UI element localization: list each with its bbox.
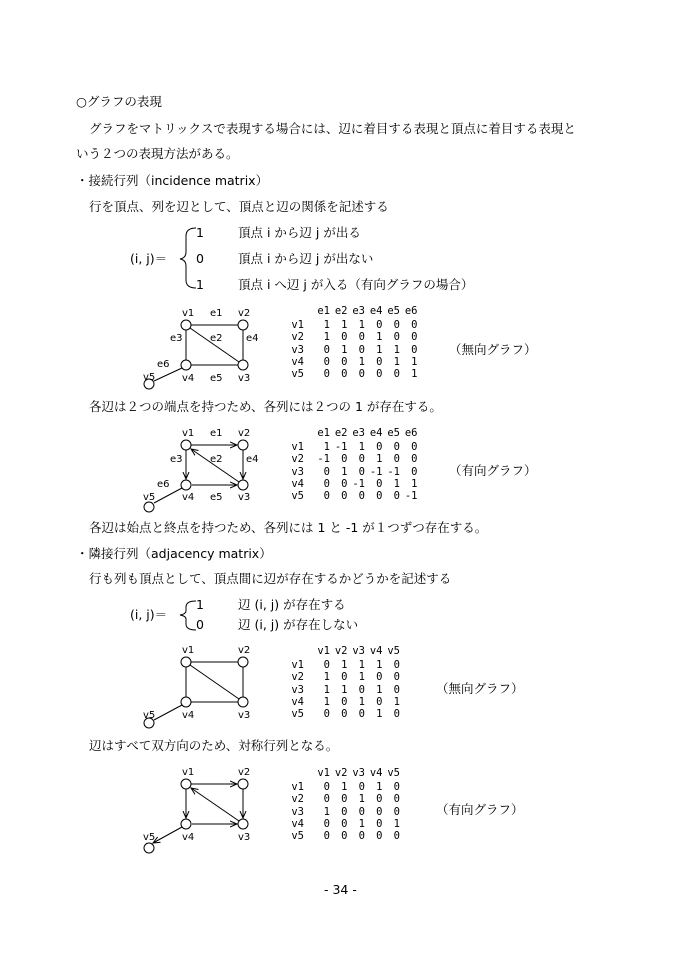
- g1-label-e5: e5: [210, 373, 223, 384]
- matrix-row-header: v4: [291, 817, 304, 830]
- matrix-cell: 0: [358, 708, 365, 720]
- matrix-cell: 0: [393, 490, 400, 502]
- incidence-case-2-text: 頂点 i から辺 j が出ない: [238, 251, 374, 266]
- graph-adjacency-directed: [144, 779, 251, 853]
- incidence-case-1-val: 1: [196, 225, 204, 240]
- g1-label-e3: e3: [170, 333, 183, 344]
- adjacency-case-1-text: 辺 (i, j) が存在する: [238, 597, 346, 612]
- matrix-cell: 1: [393, 343, 400, 356]
- matrix-row-header: v3: [291, 465, 304, 478]
- matrix-cell: 0: [358, 805, 365, 818]
- g4-label-v3: v3: [238, 832, 251, 843]
- matrix-col-header: e4: [369, 427, 383, 439]
- matrix-cell: 0: [323, 368, 330, 380]
- graph-adjacency-undirected: [144, 657, 251, 728]
- matrix-cell: 0: [341, 793, 348, 806]
- matrix-cell: 0: [358, 453, 365, 466]
- matrix-col-header: v5: [387, 645, 400, 657]
- node-v2: [238, 440, 248, 450]
- adjacency-title: ・隣接行列（adjacency matrix）: [76, 546, 272, 561]
- matrix-cell: 0: [323, 659, 330, 672]
- g2-label-v4: v4: [182, 492, 195, 503]
- matrix-col-header: e6: [404, 427, 418, 439]
- g1-label-v2: v2: [238, 308, 251, 319]
- matrix-cell: 1: [393, 355, 400, 368]
- incidence-case-2-val: 0: [196, 251, 204, 266]
- matrix-cell: 1: [341, 319, 348, 332]
- matrix-row-header: v1: [291, 441, 304, 454]
- matrix-row-header: v1: [291, 319, 304, 332]
- matrix-row-header: v4: [291, 477, 304, 490]
- g1-label-v4: v4: [182, 373, 195, 384]
- g2-label-e3: e3: [170, 454, 183, 465]
- matrix-cell: -1: [387, 465, 400, 478]
- g2-label-v1: v1: [182, 428, 195, 439]
- matrix-col-header: v5: [387, 767, 400, 779]
- matrix-cell: 0: [376, 830, 383, 842]
- matrix-cell: 0: [341, 695, 348, 708]
- matrix-cell: 0: [323, 465, 330, 478]
- matrix-cell: 0: [341, 331, 348, 344]
- matrix-cell: 0: [341, 490, 348, 502]
- matrix-cell: 0: [393, 453, 400, 466]
- adjacency-note: 辺はすべて双方向のため、対称行列となる。: [89, 738, 339, 753]
- incidence-title: ・接続行列（incidence matrix）: [76, 173, 269, 188]
- node-v3: [238, 697, 248, 707]
- g3-label-v4: v4: [182, 710, 195, 721]
- matrix-cell: 1: [341, 343, 348, 356]
- matrix-cell: 1: [323, 441, 330, 454]
- matrix-cell: 1: [358, 319, 365, 332]
- matrix-row-header: v5: [291, 490, 304, 502]
- matrix-cell: 0: [376, 441, 383, 454]
- incidence-directed-tag: （有向グラフ）: [449, 463, 537, 478]
- g2-label-v2: v2: [238, 428, 251, 439]
- matrix-cell: 0: [393, 708, 400, 720]
- matrix-col-header: v4: [369, 645, 383, 657]
- matrix-col-header: e5: [387, 427, 400, 439]
- g2-label-e6: e6: [157, 479, 170, 490]
- matrix-cell: 1: [376, 331, 383, 344]
- g1-label-e1: e1: [210, 308, 223, 319]
- matrix-cell: 1: [376, 708, 383, 720]
- matrix-col-header: v1: [317, 767, 330, 779]
- matrix-cell: 0: [393, 671, 400, 684]
- matrix-col-header: v2: [334, 767, 348, 779]
- matrix-row-header: v5: [291, 708, 304, 720]
- graph-incidence-directed: [144, 440, 251, 512]
- matrix-col-header: e2: [334, 427, 348, 439]
- incidence-case-3-text: 頂点 i へ辺 j が入る（有向グラフの場合）: [238, 277, 474, 292]
- adjacency-case-2-text: 辺 (i, j) が存在しない: [238, 617, 359, 632]
- matrix-row-header: v1: [291, 659, 304, 672]
- matrix-row-header: v5: [291, 368, 304, 380]
- matrix-cell: 0: [323, 490, 330, 502]
- g1-label-e4: e4: [246, 333, 259, 344]
- node-v5: [144, 502, 154, 512]
- matrix-cell: 0: [358, 343, 365, 356]
- node-v2: [238, 320, 248, 330]
- matrix-cell: 0: [341, 368, 348, 380]
- matrix-cell: 0: [341, 805, 348, 818]
- page-number: - 34 -: [324, 882, 357, 897]
- matrix-cell: 0: [323, 477, 330, 490]
- matrix-cell: 1: [323, 683, 330, 696]
- matrix-col-header: v1: [317, 645, 330, 657]
- matrix-cell: 1: [411, 355, 418, 368]
- g4-label-v5: v5: [143, 832, 156, 843]
- node-v3: [238, 819, 248, 829]
- matrix-cell: 0: [393, 781, 400, 794]
- g2-label-e5: e5: [210, 492, 223, 503]
- node-v4: [181, 697, 191, 707]
- incidence-formula-lhs: (i, j)＝: [130, 251, 168, 266]
- matrix-cell: 0: [411, 441, 418, 454]
- matrix-cell: 0: [393, 805, 400, 818]
- matrix-cell: 0: [341, 830, 348, 842]
- matrix-row-header: v1: [291, 781, 304, 794]
- matrix-cell: 0: [376, 319, 383, 332]
- matrix-cell: 0: [341, 477, 348, 490]
- matrix-row-header: v4: [291, 695, 304, 708]
- matrix-cell: 0: [323, 343, 330, 356]
- matrix-cell: 1: [341, 683, 348, 696]
- matrix-cell: 0: [358, 368, 365, 380]
- matrix-cell: 0: [323, 355, 330, 368]
- matrix-cell: 0: [393, 683, 400, 696]
- g1-label-v5: v5: [143, 372, 156, 383]
- matrix-cell: 1: [411, 477, 418, 490]
- matrix-cell: 1: [341, 659, 348, 672]
- matrix-cell: 1: [376, 781, 383, 794]
- matrix-cell: 0: [341, 708, 348, 720]
- matrix-cell: 0: [323, 793, 330, 806]
- matrix-row-header: v4: [291, 355, 304, 368]
- matrix-cell: 0: [358, 490, 365, 502]
- incidence-case-3-val: 1: [196, 277, 204, 292]
- adjacency-formula-lhs: (i, j)＝: [130, 607, 168, 622]
- matrix-row-header: v2: [291, 671, 304, 684]
- matrix-row-header: v5: [291, 830, 304, 842]
- matrix-col-header: e4: [369, 305, 383, 317]
- matrix-cell: 1: [376, 343, 383, 356]
- matrix-row-header: v3: [291, 683, 304, 696]
- matrix-cell: 1: [323, 695, 330, 708]
- intro-line-1: グラフをマトリックスで表現する場合には、辺に着目する表現と頂点に着目する表現と: [89, 121, 576, 136]
- adjacency-brace: [180, 601, 196, 630]
- matrix-cell: 1: [358, 671, 365, 684]
- node-v2: [238, 657, 248, 667]
- incidence-note-2: 各辺は始点と終点を持つため、各列には 1 と -1 が１つずつ存在する。: [89, 520, 488, 535]
- matrix-cell: 0: [411, 453, 418, 466]
- node-v1: [181, 440, 191, 450]
- matrix-cell: 1: [323, 319, 330, 332]
- matrix-col-header: e1: [317, 427, 330, 439]
- matrix-cell: 1: [358, 793, 365, 806]
- intro-line-2: いう２つの表現方法がある。: [76, 146, 239, 161]
- incidence-case-1-text: 頂点 i から辺 j が出る: [238, 225, 361, 240]
- matrix-cell: 0: [393, 441, 400, 454]
- matrix-cell: 1: [358, 817, 365, 830]
- section-heading: ○グラフの表現: [76, 94, 162, 109]
- matrix-cell: 0: [393, 368, 400, 380]
- matrix-cell: 0: [376, 805, 383, 818]
- g2-label-e2: e2: [210, 454, 223, 465]
- matrix-cell: -1: [369, 465, 383, 478]
- matrix-cell: 1: [393, 817, 400, 830]
- matrix-col-header: e1: [317, 305, 330, 317]
- matrix-cell: 0: [376, 793, 383, 806]
- g3-label-v3: v3: [238, 710, 251, 721]
- matrix-cell: 0: [393, 319, 400, 332]
- incidence-desc: 行を頂点、列を辺として、頂点と辺の関係を記述する: [89, 199, 389, 214]
- incidence-note-1: 各辺は２つの端点を持つため、各列には２つの 1 が存在する。: [89, 399, 442, 414]
- matrix-cell: 0: [341, 671, 348, 684]
- matrix-cell: -1: [404, 490, 418, 502]
- g1-label-v1: v1: [182, 308, 195, 319]
- matrix-cell: 0: [323, 830, 330, 842]
- node-v4: [181, 360, 191, 370]
- matrix-cell: 0: [393, 830, 400, 842]
- matrix-cell: 0: [323, 781, 330, 794]
- matrix-cell: 1: [358, 695, 365, 708]
- node-v2: [238, 779, 248, 789]
- g3-label-v1: v1: [182, 645, 195, 656]
- g2-label-v3: v3: [238, 492, 251, 503]
- adjacency-undirected-tag: （無向グラフ）: [436, 681, 524, 696]
- matrix-cell: 0: [358, 465, 365, 478]
- adjacency-case-1-val: 1: [196, 597, 204, 612]
- incidence-brace: [180, 228, 196, 288]
- node-v1: [181, 657, 191, 667]
- node-v1: [181, 779, 191, 789]
- matrix-cell: 0: [393, 659, 400, 672]
- adjacency-case-2-val: 0: [196, 617, 204, 632]
- matrix-cell: 1: [323, 671, 330, 684]
- matrix-cell: -1: [352, 477, 365, 490]
- matrix-cell: 0: [323, 708, 330, 720]
- node-v3: [238, 480, 248, 490]
- matrix-cell: 1: [393, 477, 400, 490]
- matrix-cell: 0: [393, 331, 400, 344]
- matrix-cell: 0: [411, 331, 418, 344]
- matrix-row-header: v2: [291, 793, 304, 806]
- node-v4: [181, 480, 191, 490]
- matrix-col-header: e5: [387, 305, 400, 317]
- matrix-cell: 0: [341, 355, 348, 368]
- g3-label-v2: v2: [238, 645, 251, 656]
- matrix-cell: 0: [341, 453, 348, 466]
- g4-label-v2: v2: [238, 767, 251, 778]
- graph-incidence-undirected: [144, 320, 251, 389]
- node-v1: [181, 320, 191, 330]
- matrix-col-header: v3: [352, 767, 365, 779]
- incidence-undirected-tag: （無向グラフ）: [449, 342, 537, 357]
- matrix-col-header: v3: [352, 645, 365, 657]
- g1-label-e6: e6: [157, 359, 170, 370]
- matrix-row-header: v3: [291, 805, 304, 818]
- matrix-cell: -1: [317, 453, 330, 466]
- matrix-cell: 0: [341, 817, 348, 830]
- matrix-cell: 0: [411, 319, 418, 332]
- matrix-cell: 1: [411, 368, 418, 380]
- matrix-cell: 0: [376, 695, 383, 708]
- matrix-cell: 1: [323, 805, 330, 818]
- matrix-cell: 0: [376, 368, 383, 380]
- matrix-cell: 0: [358, 683, 365, 696]
- matrix-cell: 0: [411, 465, 418, 478]
- matrix-cell: 0: [376, 490, 383, 502]
- matrix-cell: -1: [334, 441, 348, 454]
- g1-label-e2: e2: [210, 333, 223, 344]
- g2-label-e4: e4: [246, 454, 259, 465]
- node-v5: [144, 843, 154, 853]
- g1-label-v3: v3: [238, 373, 251, 384]
- matrix-row-header: v2: [291, 453, 304, 466]
- g2-label-v5: v5: [143, 492, 156, 503]
- matrix-col-header: e2: [334, 305, 348, 317]
- matrix-cell: 0: [358, 331, 365, 344]
- matrix-cell: 0: [358, 830, 365, 842]
- matrix-cell: 1: [341, 781, 348, 794]
- matrix-cell: 1: [341, 465, 348, 478]
- matrix-row-header: v2: [291, 331, 304, 344]
- g4-label-v1: v1: [182, 767, 195, 778]
- matrix-cell: 0: [393, 793, 400, 806]
- adjacency-directed-tag: （有向グラフ）: [436, 802, 524, 817]
- g4-label-v4: v4: [182, 832, 195, 843]
- matrix-cell: 1: [376, 683, 383, 696]
- matrix-cell: 0: [358, 781, 365, 794]
- matrix-cell: 1: [358, 441, 365, 454]
- matrix-cell: 1: [358, 355, 365, 368]
- adjacency-desc: 行も列も頂点として、頂点間に辺が存在するかどうかを記述する: [89, 571, 452, 586]
- node-v3: [238, 360, 248, 370]
- matrix-cell: 0: [376, 671, 383, 684]
- matrix-cell: 0: [376, 355, 383, 368]
- matrix-cell: 0: [376, 477, 383, 490]
- matrix-cell: 0: [411, 343, 418, 356]
- matrix-row-header: v3: [291, 343, 304, 356]
- g2-label-e1: e1: [210, 428, 223, 439]
- matrix-cell: 1: [323, 331, 330, 344]
- matrix-col-header: e6: [404, 305, 418, 317]
- matrix-cell: 1: [393, 695, 400, 708]
- matrix-col-header: v4: [369, 767, 383, 779]
- node-v4: [181, 819, 191, 829]
- matrix-cell: 1: [376, 453, 383, 466]
- matrix-cell: 0: [323, 817, 330, 830]
- matrix-col-header: e3: [352, 427, 365, 439]
- matrix-cell: 1: [376, 659, 383, 672]
- matrix-col-header: e3: [352, 305, 365, 317]
- matrix-cell: 0: [376, 817, 383, 830]
- matrix-cell: 1: [358, 659, 365, 672]
- g3-label-v5: v5: [143, 710, 156, 721]
- matrix-col-header: v2: [334, 645, 348, 657]
